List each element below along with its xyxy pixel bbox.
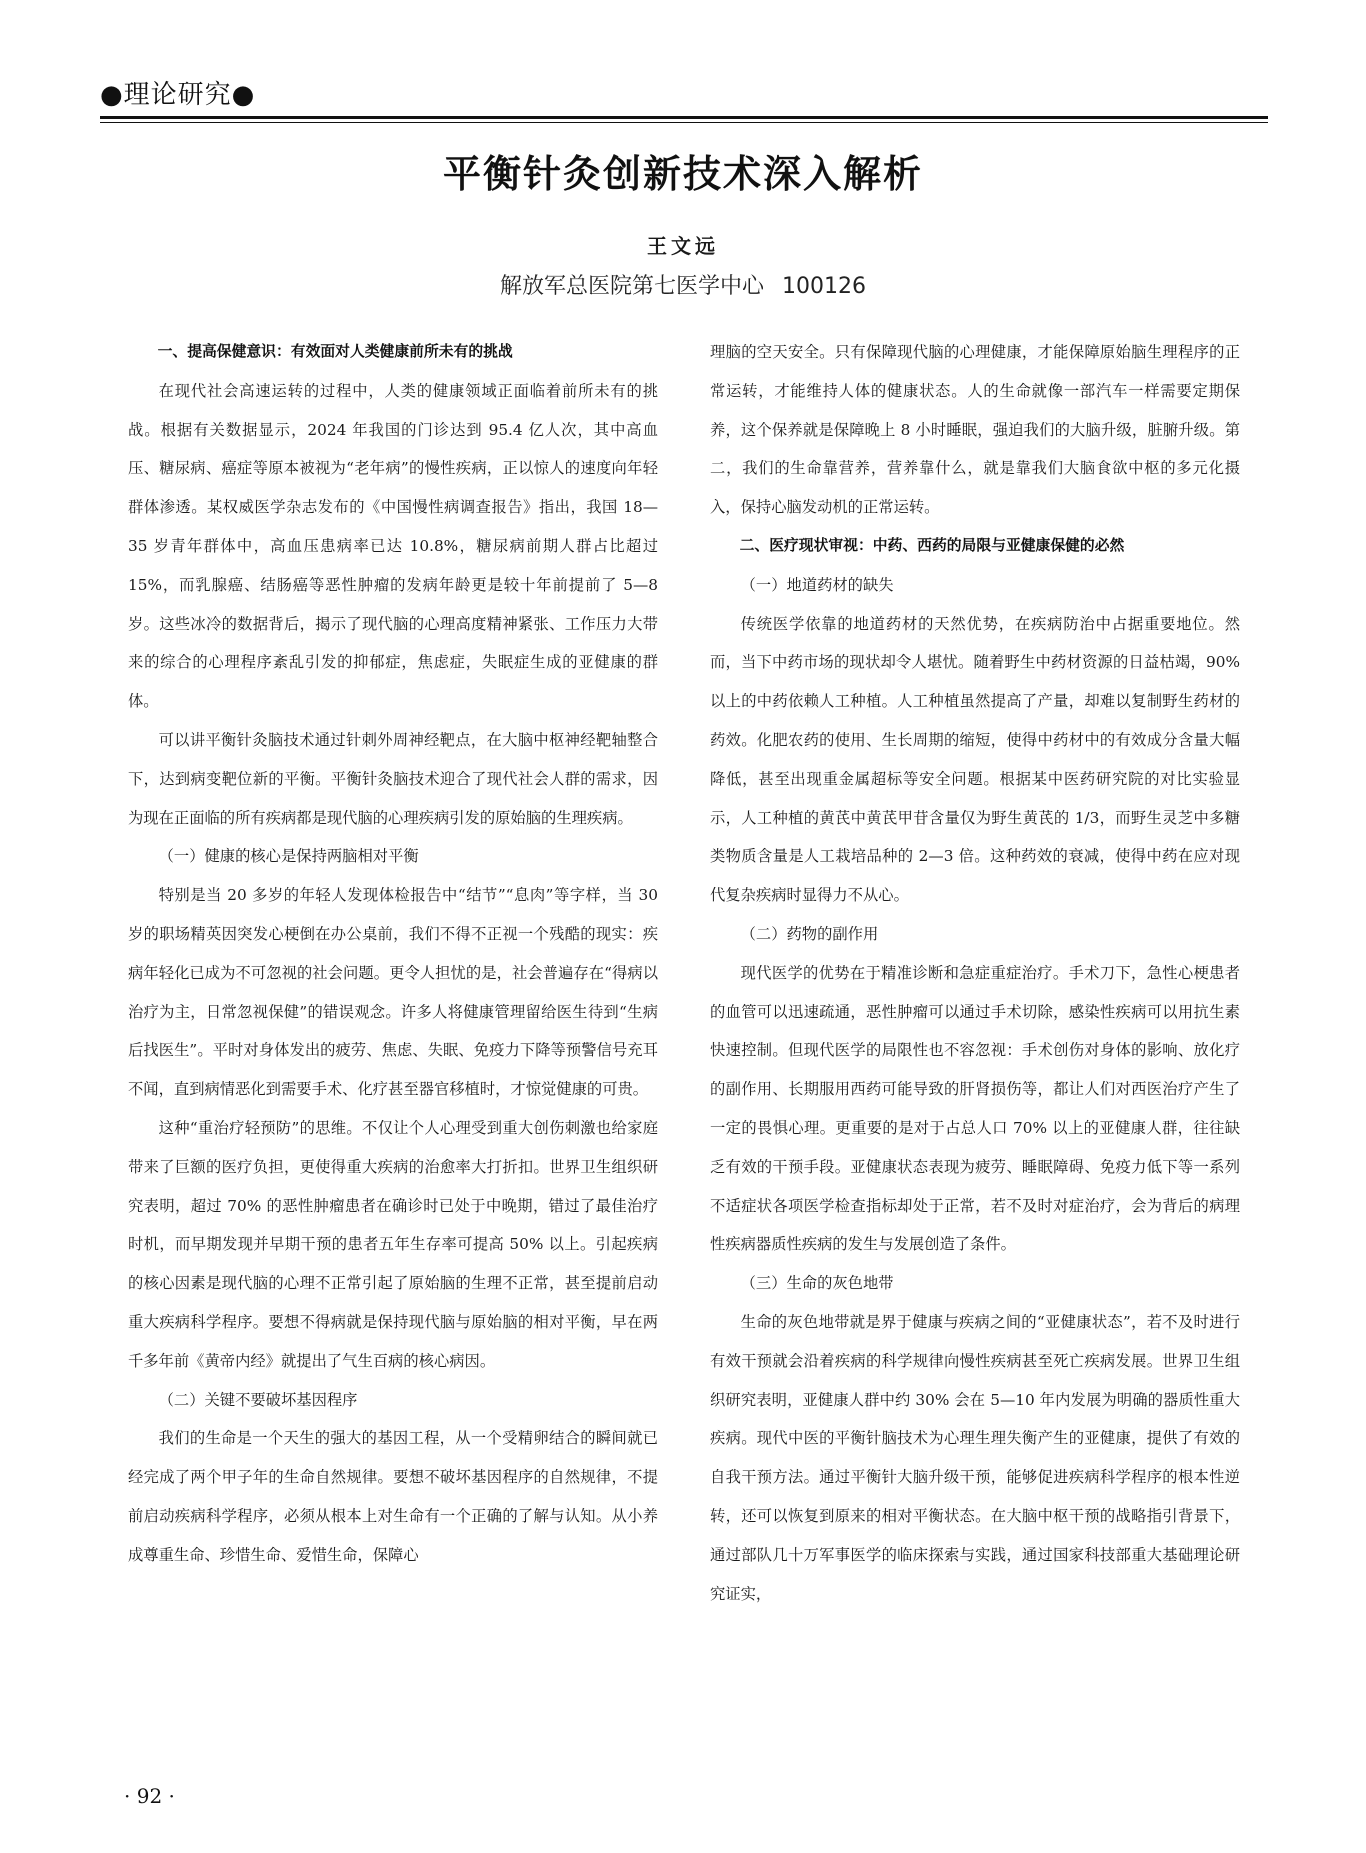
- body-paragraph: 在现代社会高速运转的过程中，人类的健康领域正面临着前所未有的挑战。根据有关数据显示，2024 年我国的门诊达到 95.4 亿人次，其中高血压、糖尿病、癌症等原本被视为“老年病”的慢性疾病，正以惊人的速度向年轻群体渗透。某权威医学杂志发布的《中国慢性病调查报告》指出，我国 18—35 岁青年群体中，高血压患病率已达 10.8%，糖尿病前期人群占比超过 15%，而乳腺癌、结肠癌等恶性肿瘤的发病年龄更是较十年前提前了 5—8 岁。这些冰冷的数据背后，揭示了现代脑的心理高度精神紧张、工作压力大带来的综合的心理程序紊乱引发的抑郁症，焦虑症，失眠症生成的亚健康的群体。: [128, 381, 658, 711]
- affiliation-postal-code: 100126: [782, 274, 866, 299]
- right-column: [710, 333, 1240, 1613]
- section-heading: 二、医疗现状审视：中药、西药的局限与亚健康保健的必然: [739, 536, 1125, 554]
- body-paragraph: 我们的生命是一个天生的强大的基因工程，从一个受精卵结合的瞬间就已经完成了两个甲子年的生命自然规律。要想不破坏基因程序的自然规律，不提前启动疾病科学程序，必须从根本上对生命有一个正确的了解与认知。从小养成尊重生命、珍惜生命、爱惜生命，保障心: [128, 1429, 658, 1564]
- running-header: [100, 78, 1268, 122]
- section-heading: 一、提高保健意识：有效面对人类健康前所未有的挑战: [157, 343, 513, 360]
- subsection-heading: （三）生命的灰色地带: [740, 1274, 894, 1293]
- article-author: 王文远: [647, 234, 719, 258]
- left-column: [128, 333, 658, 1575]
- body-paragraph: 特别是当 20 多岁的年轻人发现体检报告中“结节”“息肉”等字样，当 30 岁的职场精英因突发心梗倒在办公桌前，我们不得不正视一个残酷的现实：疾病年轻化已成为不可忽视的社会问题。更令人担忧的是，社会普遍存在“得病以治疗为主，日常忽视保健”的错误观念。许多人将健康管理留给医生待到“生病后找医生”。平时对身体发出的疲劳、焦虑、失眠、免疫力下降等预警信号充耳不闻，直到病情恶化到需要手术、化疗甚至器官移植时，才惊觉健康的可贵。: [128, 886, 658, 1099]
- section-label: ●理论研究●: [100, 80, 256, 110]
- header-rule-thick: [100, 116, 1268, 119]
- paragraph-continuation: 理脑的空天安全。只有保障现代脑的心理健康，才能保障原始脑生理程序的正常运转，才能维持人体的健康状态。人的生命就像一部汽车一样需要定期保养，这个保养就是保障晚上 8 小时睡眠，强迫我们的大脑升级，脏腑升级。第二，我们的生命靠营养，营养靠什么，就是靠我们大脑食欲中枢的多元化摄入，保持心脑发动机的正常运转。: [710, 343, 1240, 517]
- subsection-heading: （一）地道药材的缺失: [740, 575, 894, 594]
- page-number: · 92 ·: [124, 1784, 175, 1808]
- article-title: 平衡针灸创新技术深入解析: [442, 151, 923, 196]
- body-paragraph: 现代医学的优势在于精准诊断和急症重症治疗。手术刀下，急性心梗患者的血管可以迅速疏通，恶性肿瘤可以通过手术切除，感染性疾病可以用抗生素快速控制。但现代医学的局限性也不容忽视：手术创伤对身体的影响、放化疗的副作用、长期服用西药可能导致的肝肾损伤等，都让人们对西医治疗产生了一定的畏惧心理。更重要的是对于占总人口 70% 以上的亚健康人群，往往缺乏有效的干预手段。亚健康状态表现为疲劳、睡眠障碍、免疫力低下等一系列不适症状各项医学检查指标却处于正常，若不及时对症治疗，会为背后的病理性疾病器质性疾病的发生与发展创造了条件。: [710, 963, 1240, 1254]
- body-paragraph: 生命的灰色地带就是界于健康与疾病之间的“亚健康状态”，若不及时进行有效干预就会沿着疾病的科学规律向慢性疾病甚至死亡疾病发展。世界卫生组织研究表明，亚健康人群中约 30% 会在 5—10 年内发展为明确的器质性重大疾病。现代中医的平衡针脑技术为心理生理失衡产生的亚健康，提供了有效的自我干预方法。通过平衡针大脑升级干预，能够促进疾病科学程序的根本性逆转，还可以恢复到原来的相对平衡状态。在大脑中枢干预的战略指引背景下，通过部队几十万军事医学的临床探索与实践，通过国家科技部重大基础理论研究证实，: [710, 1312, 1240, 1603]
- subsection-heading: （二）药物的副作用: [740, 924, 879, 943]
- body-paragraph: 这种“重治疗轻预防”的思维。不仅让个人心理受到重大创伤刺激也给家庭带来了巨额的医疗负担，更使得重大疾病的治愈率大打折扣。世界卫生组织研究表明，超过 70% 的恶性肿瘤患者在确诊时已处于中晚期，错过了最佳治疗时机，而早期发现并早期干预的患者五年生存率可提高 50% 以上。引起疾病的核心因素是现代脑的心理不正常引起了原始脑的生理不正常，甚至提前启动重大疾病科学程序。要想不得病就是保持现代脑与原始脑的相对平衡，早在两千多年前《黄帝内经》就提出了气生百病的核心病因。: [128, 1118, 658, 1370]
- body-paragraph: 传统医学依靠的地道药材的天然优势，在疾病防治中占据重要地位。然而，当下中药市场的现状却令人堪忧。随着野生中药材资源的日益枯竭，90% 以上的中药依赖人工种植。人工种植虽然提高了产量，却难以复制野生药材的药效。化肥农药的使用、生长周期的缩短，使得中药材中的有效成分含量大幅降低，甚至出现重金属超标等安全问题。根据某中医药研究院的对比实验显示，人工种植的黄芪中黄芪甲苷含量仅为野生黄芪的 1/3，而野生灵芝中多糖类物质含量是人工栽培品种的 2—3 倍。这种药效的衰减，使得中药在应对现代复杂疾病时显得力不从心。: [710, 614, 1240, 905]
- subsection-heading: （二）关键不要破坏基因程序: [158, 1390, 358, 1409]
- affiliation-name: 解放军总医院第七医学中心: [500, 274, 765, 299]
- body-paragraph: 可以讲平衡针灸脑技术通过针刺外周神经靶点，在大脑中枢神经靶轴整合下，达到病变靶位新的平衡。平衡针灸脑技术迎合了现代社会人群的需求，因为现在正面临的所有疾病都是现代脑的心理疾病引发的原始脑的生理疾病。: [128, 730, 658, 827]
- header-rule-thin: [100, 122, 1268, 123]
- subsection-heading: （一）健康的核心是保持两脑相对平衡: [158, 847, 419, 866]
- article-affiliation: [0, 272, 1366, 302]
